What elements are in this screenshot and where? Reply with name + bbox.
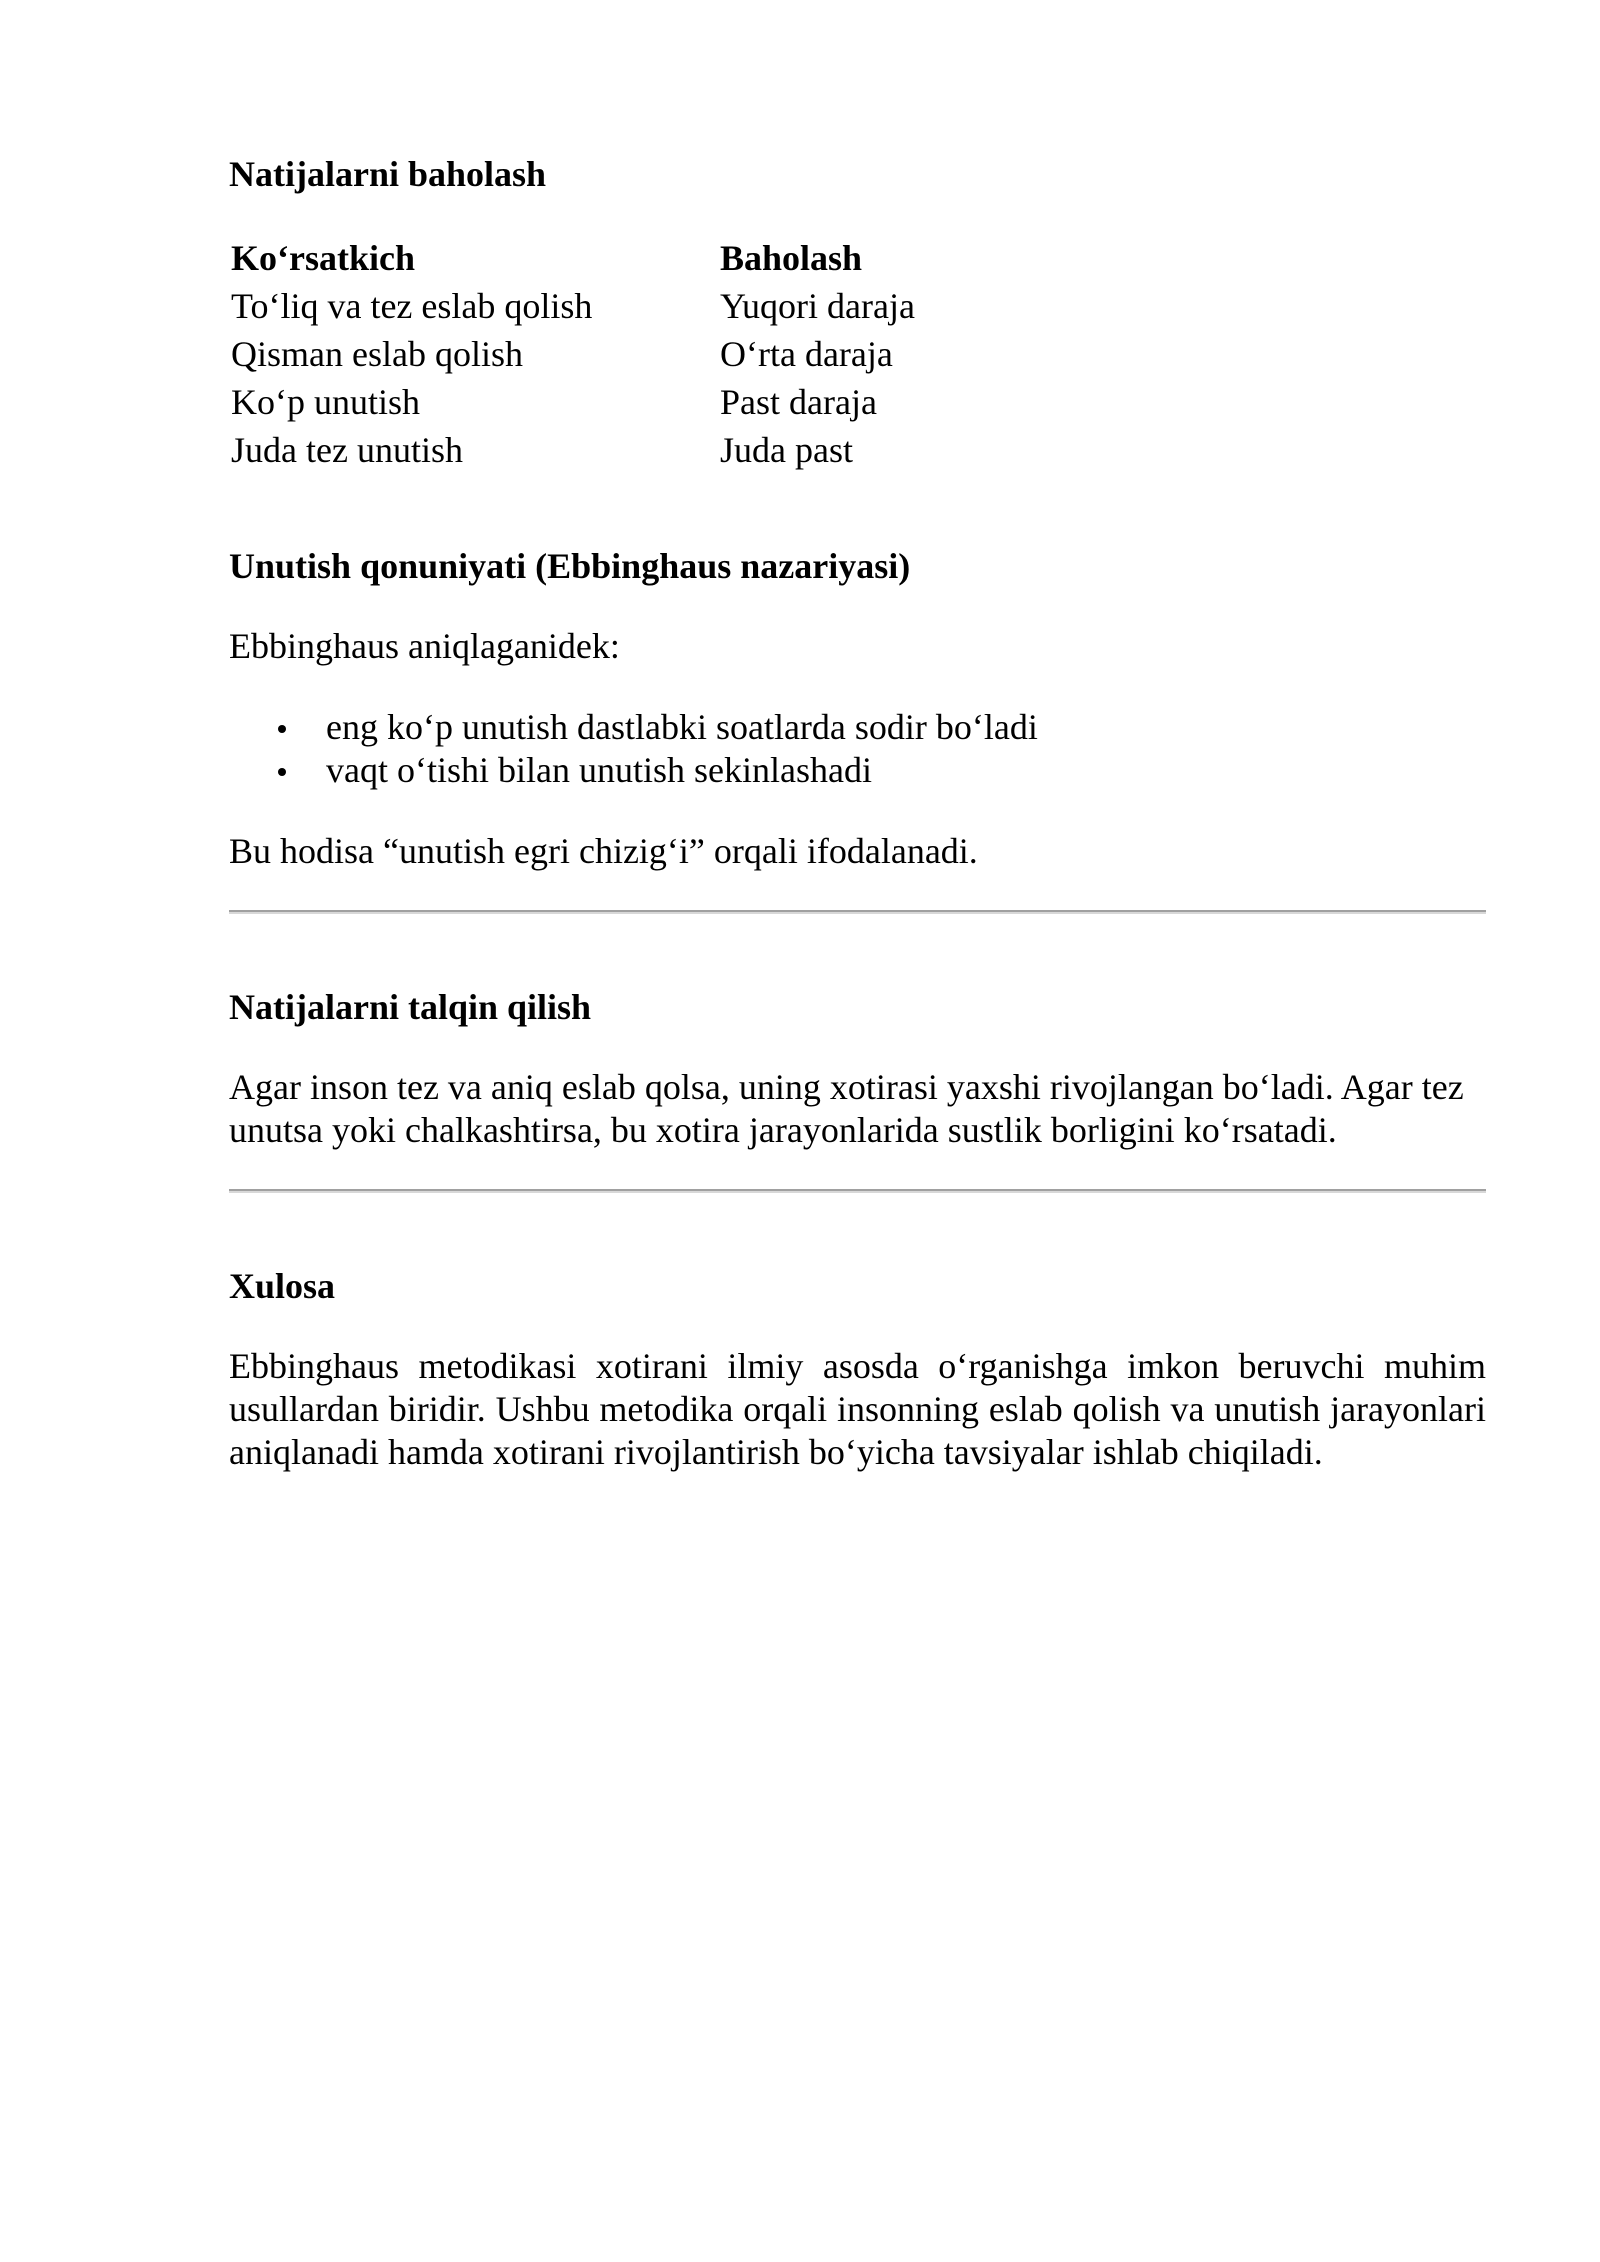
- table-cell-assessment: Past daraja: [720, 382, 877, 422]
- bullet-text: vaqt o‘tishi bilan unutish sekinlashadi: [326, 750, 872, 790]
- table-row: [231, 330, 1131, 378]
- table-row: [231, 426, 1131, 474]
- table-header-indicator: Ko‘rsatkich: [231, 238, 415, 278]
- table-cell-indicator: Qisman eslab qolish: [231, 334, 523, 374]
- table-header-row: [231, 234, 1131, 282]
- table-cell-indicator: To‘liq va tez eslab qolish: [231, 286, 593, 326]
- table-header-assessment: Baholash: [720, 238, 863, 278]
- table-row: [231, 378, 1131, 426]
- table-cell-assessment: Yuqori daraja: [720, 286, 915, 326]
- assessment-table: [231, 234, 1131, 474]
- summary-text: Ebbinghaus metodikasi xotirani ilmiy asosda o‘rganishga imkon beruvchi muhim usullardan biridir. Ushbu metodika orqali insonning eslab qolish va unutish jarayonlari aniqlanadi hamda xotirani rivojlantirish bo‘yicha tavsiyalar ishlab chiqiladi.: [229, 1346, 1486, 1472]
- bullet-icon: [278, 725, 286, 733]
- table-cell-indicator: Ko‘p unutish: [231, 382, 420, 422]
- bullet-icon: [278, 768, 286, 776]
- forgetting-law-conclusion: Bu hodisa “unutish egri chizig‘i” orqali ifodalanadi.: [229, 831, 978, 871]
- table-cell-assessment: Juda past: [720, 430, 853, 470]
- section-divider: [229, 1189, 1486, 1193]
- section-divider: [229, 910, 1486, 914]
- summary-heading: Xulosa: [229, 1266, 336, 1306]
- table-cell-indicator: Juda tez unutish: [231, 430, 463, 470]
- forgetting-law-heading: Unutish qonuniyati (Ebbinghaus nazariyasi): [229, 546, 911, 586]
- bullet-text: eng ko‘p unutish dastlabki soatlarda sodir bo‘ladi: [326, 707, 1038, 747]
- table-cell-assessment: O‘rta daraja: [720, 334, 893, 374]
- forgetting-law-intro: Ebbinghaus aniqlaganidek:: [229, 626, 620, 666]
- table-row: [231, 282, 1131, 330]
- interpretation-text: Agar inson tez va aniq eslab qolsa, uning xotirasi yaxshi rivojlangan bo‘ladi. Agar tez unutsa yoki chalkashtirsa, bu xotira jarayonlarida sustlik borligini ko‘rsatadi.: [229, 1067, 1464, 1150]
- results-assessment-heading: Natijalarni baholash: [229, 154, 547, 194]
- interpretation-heading: Natijalarni talqin qilish: [229, 987, 592, 1027]
